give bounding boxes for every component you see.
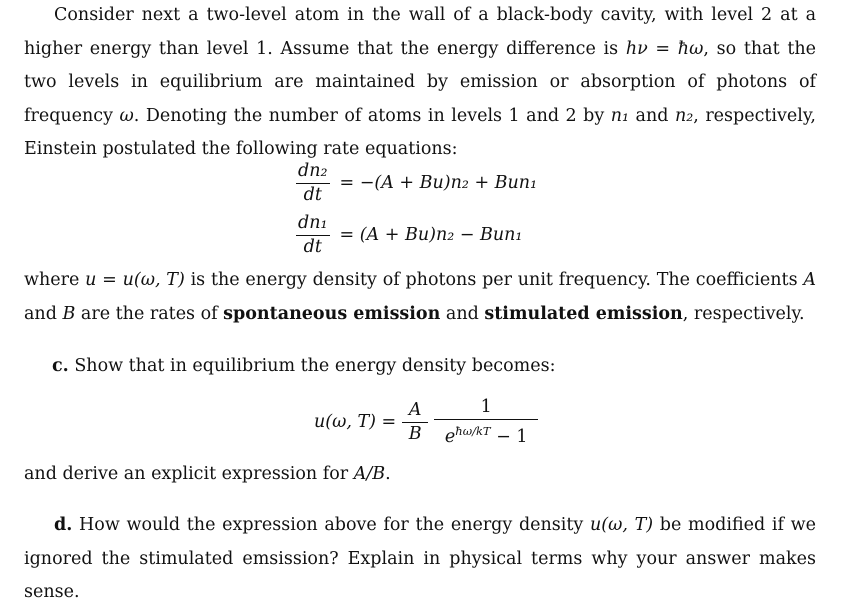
part-d-label: d.: [54, 515, 73, 535]
definition-text-4: and: [440, 303, 485, 324]
eq1-rhs: = −(A + Bu)n₂ + Bun₁: [339, 173, 538, 193]
intro-text-2: , so that the two levels in equilibrium are maintained by emission or absorption of photons of frequency: [24, 38, 816, 126]
energy-density-equation: [314, 398, 544, 446]
definition-text-1: is the energy density of photons per unit frequency. The coefficients: [184, 270, 804, 290]
eq1-denominator: dt: [303, 185, 322, 205]
minus-one: − 1: [490, 426, 528, 447]
bose-denominator: [445, 420, 528, 446]
part-c-text: Show that in equilibrium the energy density becomes:: [68, 356, 556, 376]
exp-exponent: ħω/kT: [455, 424, 491, 438]
a-over-b-fraction: [402, 401, 428, 443]
intro-and: and: [629, 105, 675, 126]
eq1-numerator: dn₂: [296, 162, 330, 184]
part-d-prompt: [24, 509, 816, 610]
derive-period: .: [385, 464, 391, 484]
definition-text-3: are the rates of: [75, 303, 224, 324]
part-d-text-2: be modified if we ignored the stimulated emsission? Explain in physical terms why your answer makes sense.: [24, 515, 816, 603]
eq1-derivative: [296, 162, 330, 204]
definition-text-5: , respectively.: [682, 303, 805, 324]
n2-math: n₂: [674, 105, 694, 126]
coefficient-b: B: [62, 303, 76, 324]
ratio-math: A/B: [353, 464, 386, 484]
energy-difference-math: hν = ħω: [625, 38, 704, 59]
definition-text-2: and: [24, 303, 63, 324]
omega-math: ω: [119, 105, 134, 126]
intro-paragraph: [24, 0, 816, 167]
rate-equation-1: [296, 162, 537, 204]
derive-text: and derive an explicit expression for: [24, 464, 354, 484]
bose-factor-fraction: [434, 398, 538, 446]
energy-density-lhs: u(ω, T) =: [314, 411, 397, 432]
part-c-label: c.: [52, 356, 69, 376]
derive-instruction: [24, 458, 816, 492]
spontaneous-emission-term: spontaneous emission: [223, 303, 441, 324]
intro-text-1: Consider next a two-level atom in the wall of a black-body cavity, with level 2 at a higher energy than level 1. Assume that the energy difference is: [24, 5, 816, 59]
eq2-rhs: = (A + Bu)n₂ − Bun₁: [339, 225, 523, 245]
eq2-denominator: dt: [303, 237, 322, 257]
coefficient-a: A: [803, 270, 816, 290]
intro-text-4: , respectively, Einstein postulated the following rate equations:: [24, 105, 816, 160]
definition-paragraph: [24, 264, 816, 331]
n1-math: n₁: [610, 105, 630, 126]
fraction-a: A: [402, 401, 428, 423]
rate-equation-2: [296, 214, 522, 256]
part-d-u-math: u(ω, T): [589, 515, 654, 535]
fraction-b: B: [408, 423, 422, 444]
exp-base: e: [444, 426, 456, 447]
intro-text-3: . Denoting the number of atoms in levels 1 and 2 by: [133, 105, 611, 126]
stimulated-emission-term: stimulated emission: [484, 303, 683, 324]
bose-numerator: 1: [434, 398, 538, 420]
u-definition-math: u = u(ω, T): [85, 270, 185, 290]
eq2-derivative: [296, 214, 330, 256]
part-d-text-1: How would the expression above for the energy density: [72, 515, 590, 535]
where-text: where: [24, 270, 86, 290]
part-c-prompt: [52, 350, 822, 384]
eq2-numerator: dn₁: [296, 214, 330, 236]
